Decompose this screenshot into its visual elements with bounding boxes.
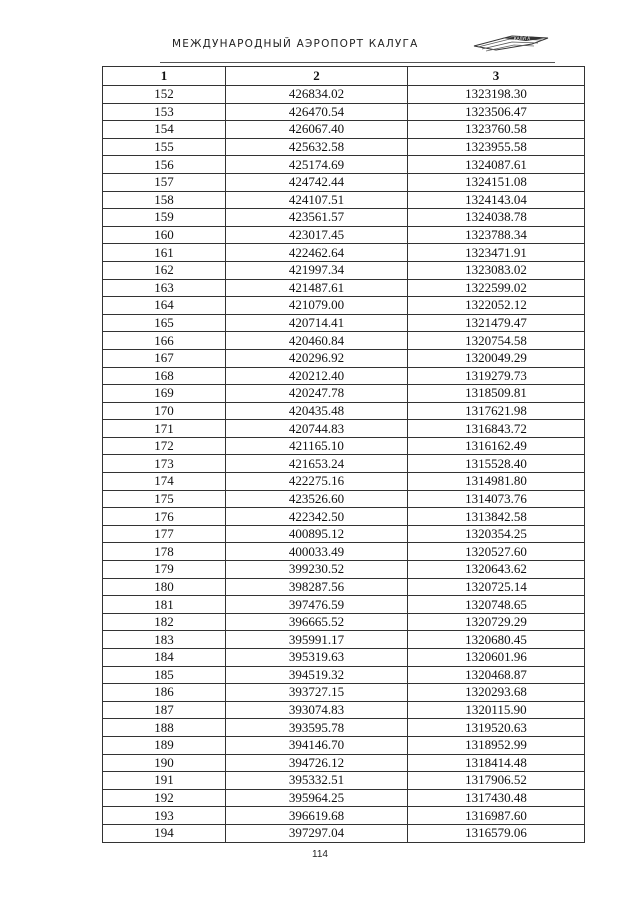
table-row xyxy=(103,86,585,104)
table-cell: 1323955.58 xyxy=(408,138,585,156)
table-cell: 1317906.52 xyxy=(408,772,585,790)
table-cell: 394519.32 xyxy=(226,666,408,684)
table-cell: 1320754.58 xyxy=(408,332,585,350)
table-cell: 422462.64 xyxy=(226,244,408,262)
table-cell: 1320354.25 xyxy=(408,525,585,543)
table-row xyxy=(103,613,585,631)
table-cell: 1323198.30 xyxy=(408,86,585,104)
table-cell: 421165.10 xyxy=(226,437,408,455)
table-row xyxy=(103,754,585,772)
page-number: 114 xyxy=(312,849,328,860)
table-cell: 393074.83 xyxy=(226,701,408,719)
table-cell: 173 xyxy=(103,455,226,473)
table-cell: 1318414.48 xyxy=(408,754,585,772)
table-row xyxy=(103,701,585,719)
table-cell: 177 xyxy=(103,525,226,543)
table-cell: 1322052.12 xyxy=(408,297,585,315)
table-cell: 1320725.14 xyxy=(408,578,585,596)
table-row xyxy=(103,561,585,579)
table-row xyxy=(103,772,585,790)
table-cell: 185 xyxy=(103,666,226,684)
table-cell: 1319279.73 xyxy=(408,367,585,385)
table-cell: 423561.57 xyxy=(226,209,408,227)
table-cell: 164 xyxy=(103,297,226,315)
table-cell: 1323506.47 xyxy=(408,103,585,121)
table-cell: 172 xyxy=(103,437,226,455)
table-row xyxy=(103,191,585,209)
table-cell: 1323083.02 xyxy=(408,261,585,279)
table-row xyxy=(103,736,585,754)
table-cell: 421079.00 xyxy=(226,297,408,315)
table-cell: 1320680.45 xyxy=(408,631,585,649)
table-row xyxy=(103,332,585,350)
table-cell: 420212.40 xyxy=(226,367,408,385)
table-cell: 186 xyxy=(103,684,226,702)
table-cell: 1314073.76 xyxy=(408,490,585,508)
logo-text: КАЛУГА xyxy=(513,36,531,41)
table-cell: 187 xyxy=(103,701,226,719)
table-cell: 1316843.72 xyxy=(408,420,585,438)
table-row xyxy=(103,789,585,807)
table-row xyxy=(103,297,585,315)
table-cell: 1323788.34 xyxy=(408,226,585,244)
table-row xyxy=(103,824,585,842)
table-row xyxy=(103,103,585,121)
table-cell: 174 xyxy=(103,473,226,491)
table-cell: 394726.12 xyxy=(226,754,408,772)
table-row xyxy=(103,279,585,297)
table-cell: 1317621.98 xyxy=(408,402,585,420)
table-row xyxy=(103,367,585,385)
table-cell: 189 xyxy=(103,736,226,754)
table-cell: 397476.59 xyxy=(226,596,408,614)
table-row xyxy=(103,437,585,455)
column-header: 3 xyxy=(408,67,585,86)
table-row xyxy=(103,349,585,367)
table-cell: 1324087.61 xyxy=(408,156,585,174)
table-cell: 420247.78 xyxy=(226,385,408,403)
table-cell: 1314981.80 xyxy=(408,473,585,491)
table-cell: 184 xyxy=(103,649,226,667)
table-cell: 183 xyxy=(103,631,226,649)
table-cell: 393595.78 xyxy=(226,719,408,737)
table-row xyxy=(103,226,585,244)
table-cell: 1316579.06 xyxy=(408,824,585,842)
airport-logo-icon xyxy=(472,32,550,56)
table-cell: 420435.48 xyxy=(226,402,408,420)
header-divider xyxy=(160,62,555,63)
table-cell: 153 xyxy=(103,103,226,121)
table-cell: 420744.83 xyxy=(226,420,408,438)
column-header: 1 xyxy=(103,67,226,86)
table-cell: 175 xyxy=(103,490,226,508)
table-cell: 182 xyxy=(103,613,226,631)
table-cell: 1320049.29 xyxy=(408,349,585,367)
table-cell: 421653.24 xyxy=(226,455,408,473)
table-cell: 424107.51 xyxy=(226,191,408,209)
table-cell: 395332.51 xyxy=(226,772,408,790)
table-row xyxy=(103,473,585,491)
table-cell: 155 xyxy=(103,138,226,156)
table-cell: 426067.40 xyxy=(226,121,408,139)
table-row xyxy=(103,455,585,473)
table-cell: 158 xyxy=(103,191,226,209)
table-cell: 395964.25 xyxy=(226,789,408,807)
table-cell: 420296.92 xyxy=(226,349,408,367)
table-cell: 1322599.02 xyxy=(408,279,585,297)
table-row xyxy=(103,420,585,438)
table-cell: 1320527.60 xyxy=(408,543,585,561)
table-cell: 1324151.08 xyxy=(408,173,585,191)
table-cell: 398287.56 xyxy=(226,578,408,596)
table-cell: 421997.34 xyxy=(226,261,408,279)
table-cell: 1324038.78 xyxy=(408,209,585,227)
table-cell: 162 xyxy=(103,261,226,279)
table-cell: 1315528.40 xyxy=(408,455,585,473)
table-header-row xyxy=(103,67,585,86)
table-cell: 192 xyxy=(103,789,226,807)
table-cell: 193 xyxy=(103,807,226,825)
table-cell: 425174.69 xyxy=(226,156,408,174)
table-cell: 422342.50 xyxy=(226,508,408,526)
table-cell: 423526.60 xyxy=(226,490,408,508)
table-cell: 1318952.99 xyxy=(408,736,585,754)
table-cell: 397297.04 xyxy=(226,824,408,842)
table-cell: 161 xyxy=(103,244,226,262)
table-cell: 1324143.04 xyxy=(408,191,585,209)
table-row xyxy=(103,684,585,702)
table-cell: 400895.12 xyxy=(226,525,408,543)
table-cell: 194 xyxy=(103,824,226,842)
table-cell: 163 xyxy=(103,279,226,297)
page-header xyxy=(172,30,552,60)
table-row xyxy=(103,314,585,332)
table-cell: 1318509.81 xyxy=(408,385,585,403)
table-cell: 1317430.48 xyxy=(408,789,585,807)
table-row xyxy=(103,543,585,561)
table-row xyxy=(103,578,585,596)
table-row xyxy=(103,261,585,279)
table-row xyxy=(103,244,585,262)
table-cell: 171 xyxy=(103,420,226,438)
table-cell: 396619.68 xyxy=(226,807,408,825)
table-cell: 1320293.68 xyxy=(408,684,585,702)
table-cell: 1320115.90 xyxy=(408,701,585,719)
table-cell: 422275.16 xyxy=(226,473,408,491)
table-cell: 394146.70 xyxy=(226,736,408,754)
table-cell: 395991.17 xyxy=(226,631,408,649)
table-cell: 190 xyxy=(103,754,226,772)
table-cell: 1320601.96 xyxy=(408,649,585,667)
table-cell: 425632.58 xyxy=(226,138,408,156)
table-cell: 421487.61 xyxy=(226,279,408,297)
table-cell: 156 xyxy=(103,156,226,174)
table-row xyxy=(103,402,585,420)
table-cell: 423017.45 xyxy=(226,226,408,244)
table-cell: 396665.52 xyxy=(226,613,408,631)
table-cell: 167 xyxy=(103,349,226,367)
table-row xyxy=(103,596,585,614)
table-cell: 180 xyxy=(103,578,226,596)
table-row xyxy=(103,666,585,684)
table-cell: 1323760.58 xyxy=(408,121,585,139)
table-cell: 159 xyxy=(103,209,226,227)
table-cell: 188 xyxy=(103,719,226,737)
table-row xyxy=(103,649,585,667)
table-cell: 168 xyxy=(103,367,226,385)
table-cell: 1316162.49 xyxy=(408,437,585,455)
table-cell: 170 xyxy=(103,402,226,420)
table-cell: 1320729.29 xyxy=(408,613,585,631)
table-cell: 166 xyxy=(103,332,226,350)
table-row xyxy=(103,508,585,526)
table-cell: 1323471.91 xyxy=(408,244,585,262)
table-cell: 176 xyxy=(103,508,226,526)
table-cell: 393727.15 xyxy=(226,684,408,702)
table-cell: 154 xyxy=(103,121,226,139)
table-row xyxy=(103,807,585,825)
table-cell: 420460.84 xyxy=(226,332,408,350)
table-row xyxy=(103,719,585,737)
table-cell: 1320468.87 xyxy=(408,666,585,684)
table-row xyxy=(103,209,585,227)
table-row xyxy=(103,121,585,139)
table-cell: 420714.41 xyxy=(226,314,408,332)
column-header: 2 xyxy=(226,67,408,86)
coordinates-table xyxy=(102,66,585,843)
table-cell: 400033.49 xyxy=(226,543,408,561)
table-cell: 169 xyxy=(103,385,226,403)
table-cell: 165 xyxy=(103,314,226,332)
table-cell: 1319520.63 xyxy=(408,719,585,737)
table-row xyxy=(103,631,585,649)
table-cell: 1316987.60 xyxy=(408,807,585,825)
table-cell: 395319.63 xyxy=(226,649,408,667)
table-cell: 181 xyxy=(103,596,226,614)
table-row xyxy=(103,385,585,403)
table-cell: 1320748.65 xyxy=(408,596,585,614)
table-cell: 424742.44 xyxy=(226,173,408,191)
table-row xyxy=(103,525,585,543)
table-row xyxy=(103,490,585,508)
table-cell: 426834.02 xyxy=(226,86,408,104)
table-cell: 191 xyxy=(103,772,226,790)
table-row xyxy=(103,138,585,156)
table-row xyxy=(103,156,585,174)
header-title: МЕЖДУНАРОДНЫЙ АЭРОПОРТ КАЛУГА xyxy=(172,38,419,50)
table-row xyxy=(103,173,585,191)
table-cell: 1320643.62 xyxy=(408,561,585,579)
table-cell: 157 xyxy=(103,173,226,191)
table-cell: 1321479.47 xyxy=(408,314,585,332)
table-cell: 1313842.58 xyxy=(408,508,585,526)
table-cell: 178 xyxy=(103,543,226,561)
table-cell: 399230.52 xyxy=(226,561,408,579)
table-cell: 160 xyxy=(103,226,226,244)
table-cell: 179 xyxy=(103,561,226,579)
table-cell: 426470.54 xyxy=(226,103,408,121)
table-cell: 152 xyxy=(103,86,226,104)
